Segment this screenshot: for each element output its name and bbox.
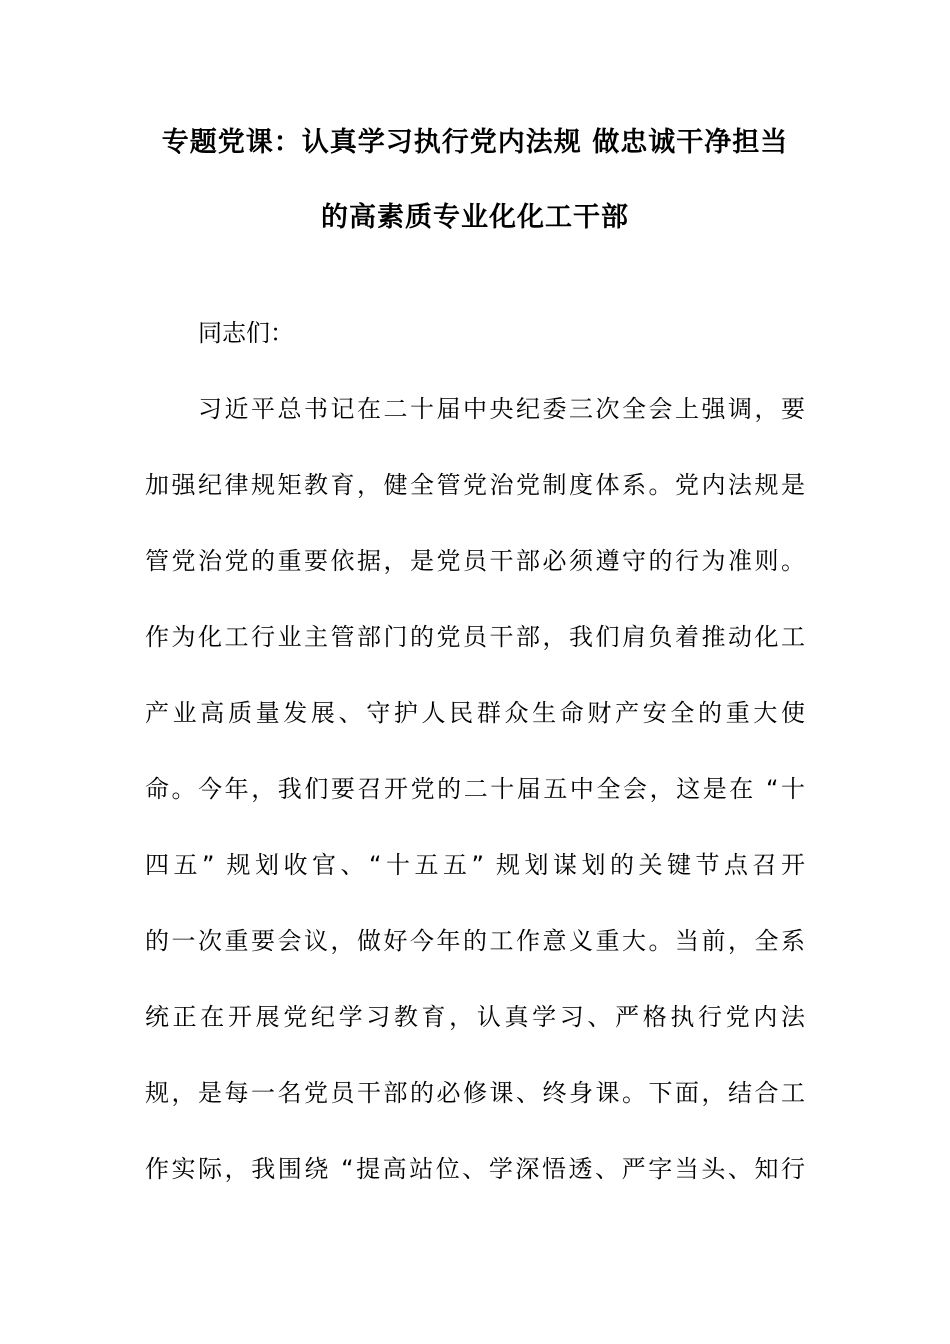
- paragraph-line: 加强纪律规矩教育，健全管党治党制度体系。党内法规是: [145, 471, 805, 499]
- document-title-line-2: 的高素质专业化化工干部: [321, 202, 629, 233]
- paragraph-line: 作为化工行业主管部门的党员干部，我们肩负着推动化工: [145, 623, 805, 651]
- salutation: 同志们：: [198, 319, 294, 347]
- paragraph-line: 的一次重要会议，做好今年的工作意义重大。当前，全系: [145, 927, 805, 955]
- paragraph-line: 四五” 规划收官、“十五五” 规划谋划的关键节点召开: [145, 851, 805, 879]
- document-title-line-1: 专题党课：认真学习执行党内法规 做忠诚干净担当: [161, 127, 789, 158]
- paragraph-line: 统正在开展党纪学习教育，认真学习、严格执行党内法: [145, 1003, 805, 1031]
- paragraph-line: 命。今年，我们要召开党的二十届五中全会，这是在 “十: [145, 775, 805, 803]
- paragraph-line: 作实际，我围绕 “提高站位、学深悟透、严字当头、知行: [145, 1155, 805, 1183]
- paragraph-line: 习近平总书记在二十届中央纪委三次全会上强调，要: [198, 395, 805, 423]
- paragraph-line: 产业高质量发展、守护人民群众生命财产安全的重大使: [145, 699, 805, 727]
- paragraph-line: 规，是每一名党员干部的必修课、终身课。下面，结合工: [145, 1079, 805, 1107]
- paragraph-line: 管党治党的重要依据，是党员干部必须遵守的行为准则。: [145, 547, 805, 575]
